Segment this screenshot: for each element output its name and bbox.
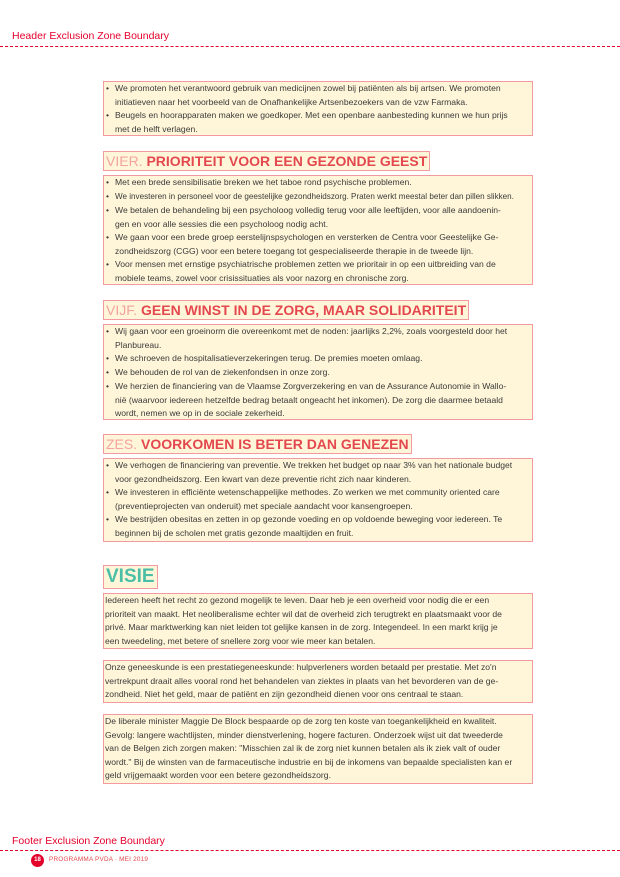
- list-item: [103, 204, 533, 231]
- paragraph: [103, 660, 533, 703]
- paragraph: [103, 593, 533, 649]
- bullet-line: mobiele teams, zowel voor crisissituaties als voor nazorg en chronische zorg.: [115, 272, 409, 283]
- bullet-icon: •: [106, 514, 110, 524]
- list-item: [103, 486, 533, 513]
- page-number-badge: 18: [31, 854, 44, 867]
- paragraph-line: wordt." Bij de winsten van de farmaceutische industrie en bij de inkomens van bepaalde specialisten kan er: [105, 756, 513, 767]
- bullet-icon: •: [106, 259, 110, 269]
- bullet-line: We investeren in efficiënte wetenschappelijke methodes. Zo werken we met community oriented care: [115, 487, 500, 497]
- bullet-line: We verhogen de financiering van preventie. We trekken het budget op naar 3% van het nationale budget: [115, 460, 513, 470]
- list-item: [103, 459, 533, 486]
- bullet-line: (preventieprojecten van onderuit) met speciale aandacht voor kansengroepen.: [115, 500, 413, 511]
- paragraph: [103, 714, 533, 784]
- paragraph-line: De liberale minister Maggie De Block bespaarde op de zorg ten koste van toegankelijkheid en kwaliteit.: [105, 716, 497, 726]
- bullet-icon: •: [106, 232, 110, 242]
- bullet-line: We promoten het verantwoord gebruik van medicijnen zowel bij patiënten als bij artsen. We promoten: [115, 83, 501, 93]
- bullet-line: We schroeven de hospitalisatieverzekeringen terug. De premies moeten omlaag.: [115, 353, 423, 363]
- bullet-icon: •: [106, 83, 110, 93]
- bullet-line: We herzien de financiering van de Vlaamse Zorgverzekering en van de Assurance Autonomie in Wallo-: [115, 381, 507, 391]
- bullet-line: Planbureau.: [115, 339, 162, 350]
- paragraph-line: Gevolg: langere wachtlijsten, minder dienstverlening, hogere facturen. Onderzoek wijst uit dat tweederde: [105, 729, 503, 740]
- header-zone-label: Header Exclusion Zone Boundary: [12, 30, 170, 42]
- section-title: PRIORITEIT VOOR EEN GEZONDE GEEST: [146, 153, 428, 169]
- paragraph-line: privé. Maar marktwerking kan niet leiden tot gelijke kansen in de zorg. Integendeel. In een markt krijg je: [105, 622, 498, 633]
- bullet-icon: •: [106, 326, 110, 336]
- bullet-icon: •: [106, 460, 110, 470]
- bullet-icon: •: [106, 487, 110, 497]
- bullet-line: initiatieven naar het voorbeeld van de Onafhankelijke Artsenbezoekers van de vzw Farmaka.: [115, 96, 468, 107]
- footer-text: PROGRAMMA PVDA · MEI 2019: [49, 856, 149, 863]
- list-item: [103, 325, 533, 352]
- bullet-icon: •: [106, 177, 110, 187]
- visie-heading: VISIE: [103, 565, 158, 589]
- bullet-line: We betalen de behandeling bij een psycholoog volledig terug voor alle leeftijden, voor alle aandoenin-: [115, 205, 501, 215]
- bullet-line: met de helft verlagen.: [115, 123, 198, 134]
- list-item: [103, 109, 533, 136]
- paragraph-line: prioriteit van maakt. Het neoliberalisme echter wil dat de overheid zich terugtrekt en plaatsmaakt voor de: [105, 608, 502, 619]
- list-item: [103, 190, 533, 204]
- bullet-line: voor gezondheidszorg. Een kwart van deze preventie richt zich naar kinderen.: [115, 473, 412, 484]
- section-number: VIER.: [106, 153, 143, 169]
- list-item: [103, 82, 533, 109]
- paragraph-line: Iedereen heeft het recht zo gezond mogelijk te leven. Daar heb je een overheid voor nodig die er een: [105, 595, 490, 605]
- bullet-line: Met een brede sensibilisatie breken we het taboe rond psychische problemen.: [115, 177, 412, 187]
- paragraph-line: vertrekpunt draait alles vooral rond het behandelen van ziektes in plaats van het bevorderen van de ge-: [105, 675, 499, 686]
- footer-zone-line: [0, 850, 620, 851]
- paragraph-line: zondheid. Niet het geld, maar de patiënt en zijn gezondheid dienen voor ons centraal te staan.: [105, 689, 464, 700]
- list-item: [103, 513, 533, 540]
- list-item: [103, 380, 533, 421]
- bullet-line: We investeren in personeel voor de geestelijke gezondheidszorg. Praten werkt meestal beter dan pillen slikken.: [115, 192, 514, 201]
- section-heading: [103, 434, 412, 454]
- bullet-line: Voor mensen met ernstige psychiatrische problemen zetten we prioritair in op een uitbreiding van de: [115, 259, 496, 269]
- header-zone-line: [0, 46, 620, 47]
- paragraph-line: geld vrijgemaakt worden voor een betere gezondheidszorg.: [105, 770, 331, 781]
- list-item: [103, 176, 533, 190]
- bullet-icon: •: [106, 191, 110, 201]
- bullet-icon: •: [106, 205, 110, 215]
- paragraph-line: van de Belgen zich zorgen maken: "Misschien zal ik de zorg niet kunnen betalen als ik ziek valt of ouder: [105, 743, 501, 754]
- footer-zone-label: Footer Exclusion Zone Boundary: [12, 835, 165, 847]
- bullet-icon: •: [106, 381, 110, 391]
- bullet-line: Wij gaan voor een groeinorm die overeenkomt met de noden: jaarlijks 2,2%, zoals voorgesteld door het: [115, 326, 508, 336]
- bullet-line: beginnen bij de scholen met gratis gezonde maaltijden en fruit.: [115, 527, 354, 538]
- bullet-icon: •: [106, 110, 110, 120]
- list-item: [103, 258, 533, 285]
- section-number: ZES.: [106, 436, 138, 452]
- bullet-icon: •: [106, 353, 110, 363]
- bullet-line: gen en voor alle sessies die een psycholoog nodig acht.: [115, 218, 329, 229]
- section-title: VOORKOMEN IS BETER DAN GENEZEN: [141, 436, 409, 452]
- bullet-line: We behouden de rol van de ziekenfondsen in onze zorg.: [115, 367, 330, 377]
- list-item: [103, 231, 533, 258]
- bullet-line: We bestrijden obesitas en zetten in op gezonde voeding en op voldoende beweging voor iedereen. Te: [115, 514, 503, 524]
- bullet-icon: •: [106, 367, 110, 377]
- bullet-line: zondheidszorg (CGG) voor een betere toegang tot gespecialiseerde therapie in de tweede lijn.: [115, 245, 474, 256]
- section-heading: [103, 151, 430, 171]
- list-item: [103, 352, 533, 366]
- section-heading: [103, 300, 469, 320]
- bullet-line: wordt, nemen we op in de sociale zekerheid.: [115, 408, 285, 419]
- bullet-line: We gaan voor een brede groep eerstelijnspsychologen en versterken de Centra voor Geestelijke Ge-: [115, 232, 499, 242]
- list-item: [103, 366, 533, 380]
- paragraph-line: een tweedeling, met betere of snellere zorg voor wie meer kan betalen.: [105, 635, 376, 646]
- section-number: VIJF.: [106, 302, 138, 318]
- bullet-line: nië (waarvoor iedereen hetzelfde bedrag betaalt ongeacht het inkomen). De zorg die daarmee betaald: [115, 394, 503, 405]
- bullet-line: Beugels en hoorapparaten maken we goedkoper. Met een openbare aanbesteding kunnen we hun prijs: [115, 110, 508, 120]
- paragraph-line: Onze geneeskunde is een prestatiegeneeskunde: hulpverleners worden betaald per prestatie. Met zo'n: [105, 662, 497, 672]
- section-title: GEEN WINST IN DE ZORG, MAAR SOLIDARITEIT: [141, 302, 467, 318]
